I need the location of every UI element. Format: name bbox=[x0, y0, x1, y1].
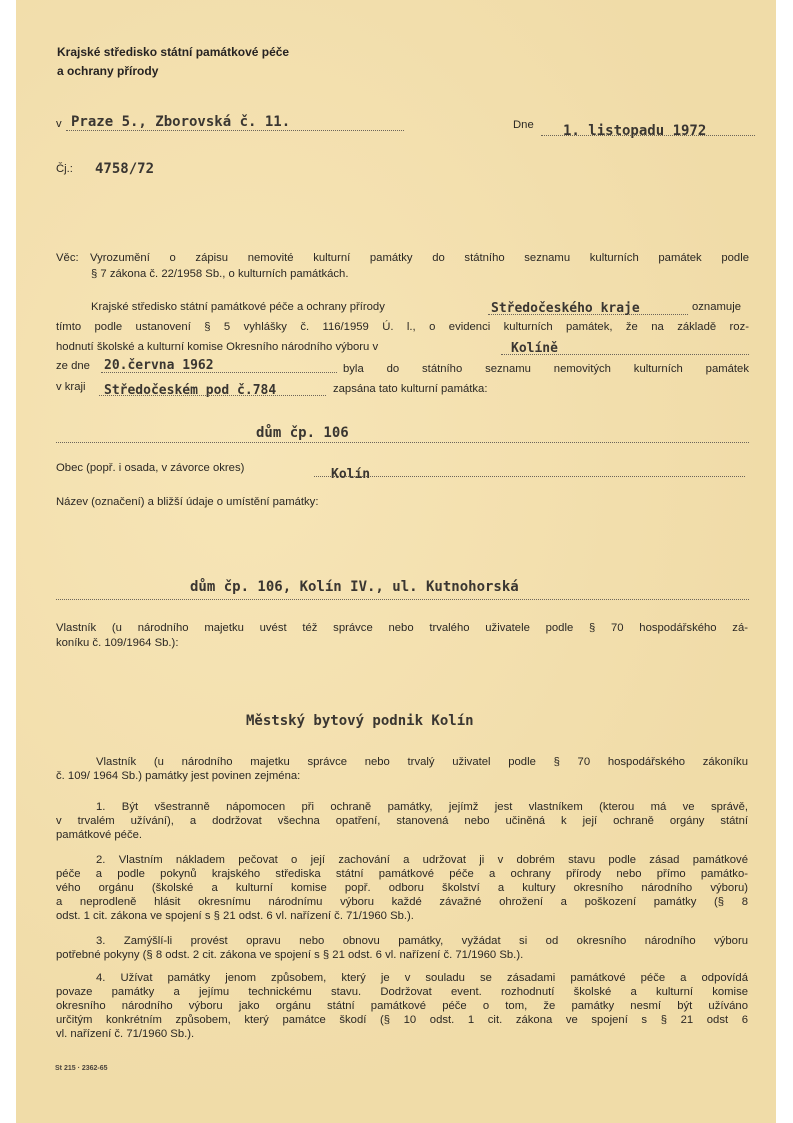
obligation-3-line1: 3. Zamýšlí-li provést opravu nebo obnovu památky, vyžádat si od okresního národního výboru bbox=[96, 935, 748, 947]
owner-value: Městský bytový podnik Kolín bbox=[246, 713, 474, 729]
obligations-intro-line2: č. 109/ 1964 Sb.) památky jest povinen zejména: bbox=[56, 770, 301, 782]
date-prefix: Dne bbox=[513, 119, 534, 131]
notice-line2: tímto podle ustanovení § 5 vyhlášky č. 116/1959 Ú. l., o evidenci kulturních památek, že na základě roz- bbox=[56, 321, 749, 333]
owner-label-line1: Vlastník (u národního majetku uvést též správce nebo trvalého uživatele podle § 70 hospodářského zá- bbox=[56, 622, 748, 634]
obligations-intro-line1: Vlastník (u národního majetku správce nebo trvalý uživatel podle § 70 hospodářského zákoníku bbox=[96, 756, 748, 768]
register-entry: Středočeském pod č.784 bbox=[104, 383, 277, 398]
obligation-2-line1: 2. Vlastním nákladem pečovat o její zachování a udržovat ji v dobrém stavu podle zásad památkové bbox=[96, 854, 748, 866]
address-prefix: v bbox=[56, 118, 62, 130]
designation-value: dům čp. 106, Kolín IV., ul. Kutnohorská bbox=[190, 579, 519, 595]
obligation-4-line5: vl. nařízení č. 71/1960 Sb.). bbox=[56, 1028, 195, 1040]
monument-line bbox=[56, 442, 749, 443]
designation-line bbox=[56, 599, 749, 600]
notice-line1-text: Krajské středisko státní památkové péče a ochrany přírody bbox=[91, 301, 385, 313]
org-name-line2: a ochrany přírody bbox=[57, 64, 159, 78]
notice-district: Kolíně bbox=[511, 341, 558, 356]
obligation-2-line2: péče a podle pokynů krajského střediska státní památkové péče a ochrany přírody nebo přímo památko- bbox=[56, 868, 748, 880]
obligation-4-line1: 4. Užívat památky jenom způsobem, který je v souladu se zásadami památkové péče a odpovídá bbox=[96, 972, 748, 984]
notice-line3-text: hodnutí školské a kulturní komise Okresního národního výboru v bbox=[56, 341, 379, 353]
obligation-2-line4: a neprodleně hlásit okresnímu národnímu výboru každé závažné ohrožení a poškození památky (§ 8 bbox=[56, 896, 748, 908]
reference-label: Čj.: bbox=[56, 163, 73, 175]
notice-line4-prefix: ze dne bbox=[56, 360, 90, 372]
notice-line5-tail: zapsána tato kulturní památka: bbox=[333, 383, 488, 395]
notice-line1-tail: oznamuje bbox=[692, 301, 741, 313]
decision-date: 20.června 1962 bbox=[104, 358, 214, 373]
subject-label: Věc: bbox=[56, 252, 79, 264]
obligation-4-line3: okresního národního výboru jako orgánu státní památkové péče o tom, že památky nesmí být užíváno bbox=[56, 1000, 748, 1012]
obligation-4-line4: určitým konkrétním způsobem, který památce škodí (§ 10 odst. 1 cit. zákona ve spojení s § 21 odst 6 bbox=[56, 1014, 748, 1026]
form-code: St 215 · 2362-65 bbox=[55, 1065, 108, 1072]
notice-line4-tail: byla do státního seznamu nemovitých kulturních památek bbox=[343, 363, 749, 375]
notice-line5-prefix: v kraji bbox=[56, 381, 86, 393]
obligation-3-line2: potřebné pokyny (§ 8 odst. 2 cit. zákona ve spojení s § 21 odst. 6 vl. nařízení č. 71/1960 Sb.). bbox=[56, 949, 524, 961]
subject-line1: Vyrozumění o zápisu nemovité kulturní památky do státního seznamu kulturních památek podle bbox=[90, 252, 749, 264]
obligation-1-line3: památkové péče. bbox=[56, 829, 143, 841]
obligation-4-line2: povaze památky a jejímu technickému stavu. Dodržovat event. rozhodnutí školské a kulturní komise bbox=[56, 986, 748, 998]
municipality-value: Kolín bbox=[331, 467, 371, 482]
obligation-1-line2: v trvalém užívání), a dodržovat všechna opatření, stanovená nebo učiněná k její ochraně orgány státní bbox=[56, 815, 748, 827]
notice-region: Středočeského kraje bbox=[491, 301, 640, 316]
municipality-line bbox=[314, 476, 745, 477]
address-line bbox=[66, 130, 404, 131]
obligation-2-line5: odst. 1 cit. zákona ve spojení s § 21 odst. 6 vl. nařízení č. 71/1960 Sb.). bbox=[56, 910, 414, 922]
owner-label-line2: koníku č. 109/1964 Sb.): bbox=[56, 637, 179, 649]
org-name-line1: Krajské středisko státní památkové péče bbox=[57, 45, 290, 59]
municipality-label: Obec (popř. i osada, v závorce okres) bbox=[56, 462, 245, 474]
date-value: 1. listopadu 1972 bbox=[563, 123, 707, 139]
monument-name: dům čp. 106 bbox=[256, 425, 349, 441]
obligation-1-line1: 1. Být všestranně nápomocen při ochraně památky, jejímž jest vlastníkem (kterou má ve správě, bbox=[96, 801, 748, 813]
subject-line2: § 7 zákona č. 22/1958 Sb., o kulturních památkách. bbox=[91, 268, 349, 280]
designation-label: Název (označení) a bližší údaje o umístění památky: bbox=[56, 496, 319, 508]
reference-value: 4758/72 bbox=[95, 161, 155, 177]
address-value: Praze 5., Zborovská č. 11. bbox=[71, 114, 291, 130]
obligation-2-line3: vého orgánu (školské a kulturní komise popř. odboru školství a kultury okresního národního výboru) bbox=[56, 882, 748, 894]
